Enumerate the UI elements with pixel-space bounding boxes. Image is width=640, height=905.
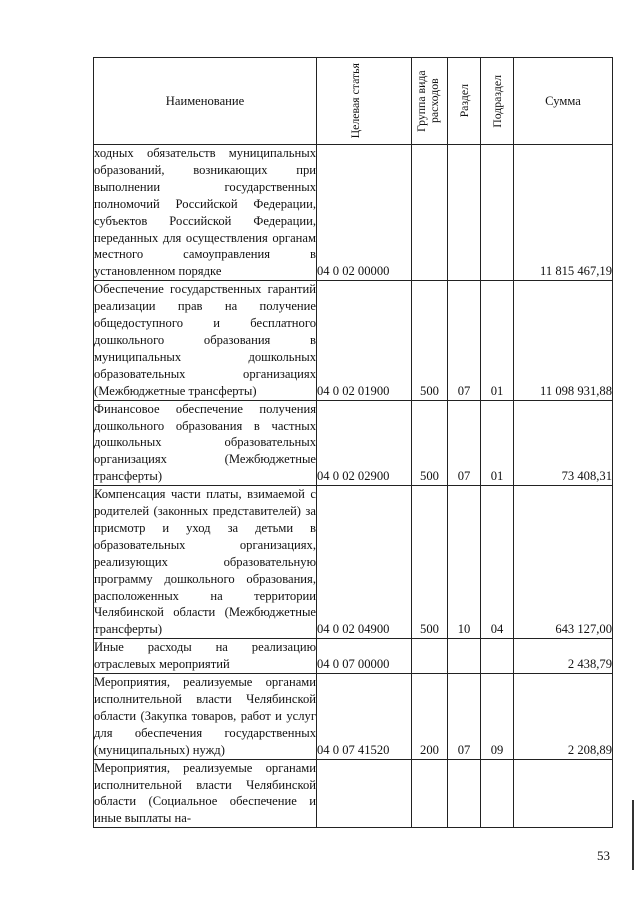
header-sum: Сумма — [514, 58, 613, 145]
table-row — [94, 674, 613, 760]
row-subsection — [481, 145, 514, 281]
table-row — [94, 400, 613, 486]
row-subsection: 09 — [481, 674, 514, 760]
header-target-article-label: Целевая статья — [348, 63, 362, 139]
header-section — [448, 58, 481, 145]
row-name: Обеспечение государственных гарантий реализации прав на получение общедоступного и бесплатного дошкольного образования в муниципальных дошкольных образовательных организациях (Межбюджетные трансферты) — [94, 281, 317, 400]
row-group — [412, 145, 448, 281]
row-code — [317, 759, 412, 828]
table-header-row — [94, 58, 613, 145]
table-row — [94, 486, 613, 639]
row-code: 04 0 02 00000 — [317, 145, 412, 281]
scan-edge-line — [632, 800, 634, 870]
row-code: 04 0 02 04900 — [317, 486, 412, 639]
row-section: 07 — [448, 400, 481, 486]
row-section — [448, 639, 481, 674]
row-subsection — [481, 639, 514, 674]
row-code: 04 0 07 41520 — [317, 674, 412, 760]
page-number: 53 — [597, 848, 610, 863]
table-row — [94, 759, 613, 828]
row-sum: 73 408,31 — [514, 400, 613, 486]
row-name: ходных обязательств муниципальных образований, возникающих при выполнении государственных полномочий Российской Федерации, субъектов Российской Федерации, переданных для осуществления органам местного самоуправления в установленном порядке — [94, 145, 317, 281]
row-code: 04 0 07 00000 — [317, 639, 412, 674]
row-subsection: 04 — [481, 486, 514, 639]
row-subsection: 01 — [481, 400, 514, 486]
row-name: Иные расходы на реализацию отраслевых мероприятий — [94, 639, 317, 674]
row-group: 500 — [412, 281, 448, 400]
row-group: 500 — [412, 400, 448, 486]
row-group — [412, 759, 448, 828]
header-section-label: Раздел — [456, 84, 471, 118]
row-section: 10 — [448, 486, 481, 639]
row-sum: 2 438,79 — [514, 639, 613, 674]
table-row — [94, 281, 613, 400]
row-group — [412, 639, 448, 674]
row-section — [448, 145, 481, 281]
row-name: Мероприятия, реализуемые органами исполнительной власти Челябинской области (Закупка товаров, работ и услуг для обеспечения государственных (муниципальных) нужд) — [94, 674, 317, 760]
header-name: Наименование — [94, 58, 317, 145]
row-code: 04 0 02 01900 — [317, 281, 412, 400]
row-section: 07 — [448, 674, 481, 760]
table-row — [94, 145, 613, 281]
budget-table — [93, 57, 613, 828]
header-expense-group-label: Группа вида расходов — [413, 70, 441, 132]
row-section — [448, 759, 481, 828]
header-target-article — [317, 58, 412, 145]
header-expense-group — [412, 58, 448, 145]
row-sum — [514, 759, 613, 828]
row-code: 04 0 02 02900 — [317, 400, 412, 486]
row-group: 200 — [412, 674, 448, 760]
row-group: 500 — [412, 486, 448, 639]
row-sum: 643 127,00 — [514, 486, 613, 639]
row-subsection — [481, 759, 514, 828]
row-sum: 2 208,89 — [514, 674, 613, 760]
row-section: 07 — [448, 281, 481, 400]
table-row — [94, 639, 613, 674]
header-subsection-label: Подраздел — [489, 74, 504, 128]
row-sum: 11 815 467,19 — [514, 145, 613, 281]
row-name: Компенсация части платы, взимаемой с родителей (законных представителей) за присмотр и уход за детьми в образовательных организациях, реализующих образовательную программу дошкольного образования, расположенных на территории Челябинской области (Межбюджетные трансферты) — [94, 486, 317, 639]
row-subsection: 01 — [481, 281, 514, 400]
row-sum: 11 098 931,88 — [514, 281, 613, 400]
header-subsection — [481, 58, 514, 145]
row-name: Мероприятия, реализуемые органами исполнительной власти Челябинской области (Социальное обеспечение и иные выплаты на- — [94, 759, 317, 828]
row-name: Финансовое обеспечение получения дошкольного образования в частных дошкольных образовательных организациях (Межбюджетные трансферты) — [94, 400, 317, 486]
